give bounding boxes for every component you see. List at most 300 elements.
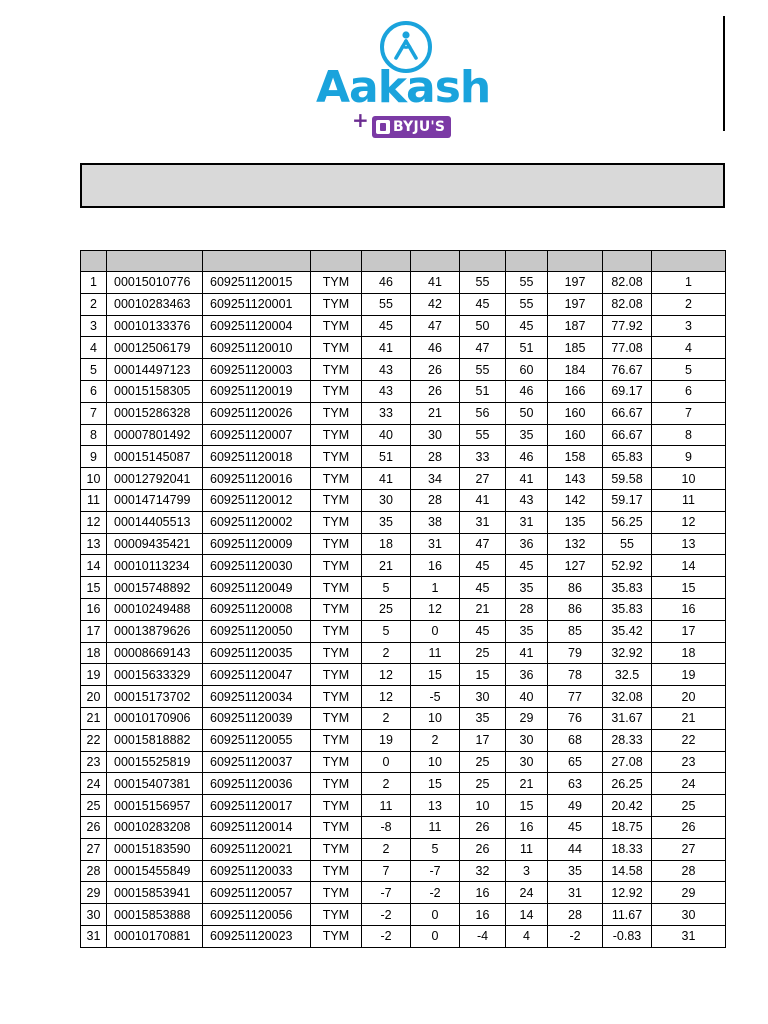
table-cell: 18.33 [603,838,652,860]
table-cell: 00010249488 [107,598,203,620]
table-cell: 0 [411,904,460,926]
table-cell: 609251120015 [203,272,311,294]
table-cell: 86 [548,577,603,599]
table-cell: 15 [81,577,107,599]
table-cell: 30 [506,751,548,773]
table-cell: TYM [311,359,362,381]
table-cell: 20 [652,686,726,708]
table-cell: 609251120018 [203,446,311,468]
table-cell: 7 [81,402,107,424]
table-cell: 35 [506,577,548,599]
table-row [81,293,726,315]
table-cell: 63 [548,773,603,795]
column-header [203,251,311,272]
table-cell: 2 [81,293,107,315]
table-cell: 609251120009 [203,533,311,555]
table-cell: 45 [506,315,548,337]
table-cell: 23 [81,751,107,773]
table-cell: 32 [460,860,506,882]
table-cell: 56.25 [603,511,652,533]
table-cell: 41 [362,337,411,359]
table-cell: 41 [362,468,411,490]
table-cell: 29 [652,882,726,904]
table-cell: 00008669143 [107,642,203,664]
table-cell: 609251120026 [203,402,311,424]
table-row [81,511,726,533]
table-cell: 82.08 [603,272,652,294]
table-cell: 609251120047 [203,664,311,686]
table-cell: 31 [460,511,506,533]
table-cell: 4 [506,925,548,947]
table-cell: TYM [311,272,362,294]
table-cell: 31 [411,533,460,555]
table-cell: 30 [362,489,411,511]
table-cell: 16 [411,555,460,577]
logo-brand-name: Aakash [316,62,491,113]
table-cell: 31 [652,925,726,947]
table-cell: TYM [311,598,362,620]
table-cell: 43 [362,380,411,402]
table-cell: 27.08 [603,751,652,773]
table-cell: 46 [506,380,548,402]
table-cell: -2 [411,882,460,904]
table-cell: 609251120023 [203,925,311,947]
table-cell: 00014497123 [107,359,203,381]
table-cell: 77 [548,686,603,708]
table-cell: 35.83 [603,598,652,620]
table-cell: 00013879626 [107,620,203,642]
table-row [81,773,726,795]
table-cell: 609251120037 [203,751,311,773]
table-cell: 26.25 [603,773,652,795]
table-cell: 30 [411,424,460,446]
table-cell: 24 [506,882,548,904]
table-cell: TYM [311,380,362,402]
table-cell: 166 [548,380,603,402]
table-cell: TYM [311,686,362,708]
table-cell: 2 [362,642,411,664]
table-cell: 197 [548,293,603,315]
table-row [81,402,726,424]
table-cell: 30 [506,729,548,751]
table-cell: 40 [362,424,411,446]
table-cell: 9 [652,446,726,468]
table-cell: 609251120010 [203,337,311,359]
table-cell: 609251120014 [203,816,311,838]
table-cell: 15 [411,773,460,795]
table-cell: TYM [311,337,362,359]
table-cell: 5 [652,359,726,381]
table-cell: 46 [362,272,411,294]
table-cell: 00015145087 [107,446,203,468]
table-cell: 18 [81,642,107,664]
table-cell: 14.58 [603,860,652,882]
table-cell: 185 [548,337,603,359]
table-cell: 609251120002 [203,511,311,533]
table-cell: 12 [652,511,726,533]
table-row [81,686,726,708]
table-cell: 66.67 [603,402,652,424]
table-cell: 42 [411,293,460,315]
table-cell: 27 [652,838,726,860]
table-cell: 55 [460,272,506,294]
title-box [80,163,725,208]
table-cell: 00015818882 [107,729,203,751]
table-row [81,664,726,686]
table-cell: 21 [652,707,726,729]
table-cell: -7 [362,882,411,904]
table-cell: 20 [81,686,107,708]
table-cell: 609251120057 [203,882,311,904]
table-cell: 609251120017 [203,795,311,817]
table-row [81,598,726,620]
table-cell: 18 [362,533,411,555]
table-cell: 52.92 [603,555,652,577]
byjus-label: BYJU'S [393,119,446,135]
table-cell: 77.92 [603,315,652,337]
table-cell: 16 [81,598,107,620]
table-cell: -2 [362,904,411,926]
column-header [311,251,362,272]
table-cell: 1 [652,272,726,294]
table-cell: 25 [460,642,506,664]
table-cell: 609251120001 [203,293,311,315]
table-cell: 187 [548,315,603,337]
table-row [81,860,726,882]
table-cell: 3 [506,860,548,882]
column-header [81,251,107,272]
table-cell: -5 [411,686,460,708]
table-cell: 00010170881 [107,925,203,947]
table-header-row [81,251,726,272]
table-cell: 35 [506,620,548,642]
column-header [603,251,652,272]
table-cell: 15 [652,577,726,599]
table-cell: 26 [652,816,726,838]
table-cell: 00010283463 [107,293,203,315]
table-cell: 4 [652,337,726,359]
table-cell: 11 [411,642,460,664]
table-cell: TYM [311,664,362,686]
table-row [81,555,726,577]
table-cell: 609251120039 [203,707,311,729]
table-cell: 00015633329 [107,664,203,686]
table-cell: 00015853888 [107,904,203,926]
table-cell: TYM [311,402,362,424]
table-cell: 51 [506,337,548,359]
table-cell: 00015010776 [107,272,203,294]
table-row [81,337,726,359]
table-cell: 46 [506,446,548,468]
table-cell: 77.08 [603,337,652,359]
table-cell: 50 [506,402,548,424]
table-row [81,642,726,664]
table-cell: 19 [81,664,107,686]
table-cell: 29 [81,882,107,904]
table-cell: 66.67 [603,424,652,446]
table-cell: 11 [411,816,460,838]
table-cell: 55 [506,293,548,315]
table-cell: 6 [652,380,726,402]
table-cell: 21 [460,598,506,620]
table-row [81,816,726,838]
table-cell: TYM [311,533,362,555]
table-cell: 21 [362,555,411,577]
table-row [81,795,726,817]
table-cell: TYM [311,642,362,664]
table-cell: 51 [460,380,506,402]
table-cell: 25 [460,751,506,773]
table-cell: 11.67 [603,904,652,926]
table-cell: 00009435421 [107,533,203,555]
table-cell: TYM [311,424,362,446]
table-cell: 13 [411,795,460,817]
table-cell: 76 [548,707,603,729]
logo-plus-sign: + [352,108,369,132]
table-cell: 00012792041 [107,468,203,490]
table-row [81,424,726,446]
table-cell: 26 [81,816,107,838]
table-cell: 45 [460,620,506,642]
table-cell: 5 [81,359,107,381]
table-cell: 68 [548,729,603,751]
table-cell: 143 [548,468,603,490]
table-cell: 160 [548,424,603,446]
table-cell: 8 [652,424,726,446]
table-row [81,729,726,751]
table-cell: 45 [548,816,603,838]
table-cell: 26 [460,816,506,838]
table-cell: 0 [362,751,411,773]
table-cell: 26 [460,838,506,860]
table-cell: 27 [460,468,506,490]
table-cell: 47 [460,533,506,555]
table-cell: 24 [81,773,107,795]
table-cell: 2 [362,838,411,860]
table-cell: 43 [506,489,548,511]
column-header [460,251,506,272]
column-header [652,251,726,272]
table-cell: 86 [548,598,603,620]
table-cell: TYM [311,468,362,490]
table-cell: 160 [548,402,603,424]
table-cell: 609251120004 [203,315,311,337]
table-cell: 26 [411,359,460,381]
table-cell: 45 [460,577,506,599]
table-cell: 609251120033 [203,860,311,882]
table-cell: 11 [652,489,726,511]
table-cell: 10 [652,468,726,490]
column-header [107,251,203,272]
table-cell: 609251120050 [203,620,311,642]
table-cell: 14 [506,904,548,926]
table-cell: 609251120049 [203,577,311,599]
table-cell: 609251120016 [203,468,311,490]
table-cell: TYM [311,707,362,729]
table-cell: 65.83 [603,446,652,468]
table-cell: -4 [460,925,506,947]
table-cell: 10 [81,468,107,490]
table-cell: TYM [311,904,362,926]
table-cell: 27 [81,838,107,860]
table-cell: 26 [411,380,460,402]
table-cell: 00015158305 [107,380,203,402]
table-cell: 12 [411,598,460,620]
table-row [81,925,726,947]
table-row [81,707,726,729]
table-cell: 44 [548,838,603,860]
table-cell: TYM [311,860,362,882]
column-header [362,251,411,272]
table-cell: 35 [460,707,506,729]
table-cell: 76.67 [603,359,652,381]
table-row [81,359,726,381]
table-cell: 609251120035 [203,642,311,664]
table-cell: 127 [548,555,603,577]
table-cell: 00014405513 [107,511,203,533]
table-cell: 00010170906 [107,707,203,729]
table-cell: 6 [81,380,107,402]
table-cell: 50 [460,315,506,337]
vertical-divider-line [723,16,725,131]
table-cell: 25 [460,773,506,795]
table-cell: 4 [81,337,107,359]
table-cell: 69.17 [603,380,652,402]
table-cell: TYM [311,925,362,947]
table-cell: 10 [460,795,506,817]
table-cell: 00015407381 [107,773,203,795]
table-cell: TYM [311,577,362,599]
table-row [81,838,726,860]
table-cell: 2 [411,729,460,751]
table-cell: 14 [81,555,107,577]
table-cell: TYM [311,729,362,751]
table-cell: 609251120003 [203,359,311,381]
table-row [81,904,726,926]
table-cell: 79 [548,642,603,664]
table-cell: 00010283208 [107,816,203,838]
table-cell: 609251120056 [203,904,311,926]
table-cell: 14 [652,555,726,577]
table-cell: 12 [362,664,411,686]
table-cell: 00015455849 [107,860,203,882]
table-cell: 55 [506,272,548,294]
table-cell: 9 [81,446,107,468]
table-row [81,882,726,904]
table-row [81,380,726,402]
table-cell: 135 [548,511,603,533]
table-cell: 82.08 [603,293,652,315]
table-cell: 3 [81,315,107,337]
table-cell: 35.83 [603,577,652,599]
table-cell: 28 [506,598,548,620]
table-row [81,751,726,773]
table-cell: 609251120021 [203,838,311,860]
table-cell: 00015748892 [107,577,203,599]
table-cell: 11 [81,489,107,511]
table-cell: TYM [311,446,362,468]
table-cell: 16 [652,598,726,620]
table-cell: 51 [362,446,411,468]
table-cell: 00015853941 [107,882,203,904]
table-cell: 609251120012 [203,489,311,511]
table-cell: 21 [506,773,548,795]
table-cell: 36 [506,533,548,555]
table-cell: 2 [652,293,726,315]
table-cell: 22 [652,729,726,751]
table-cell: 55 [362,293,411,315]
table-cell: 12 [81,511,107,533]
table-cell: 00015183590 [107,838,203,860]
table-cell: 184 [548,359,603,381]
table-cell: 28 [81,860,107,882]
table-cell: 35 [362,511,411,533]
table-cell: 16 [460,904,506,926]
table-cell: -2 [548,925,603,947]
table-cell: 158 [548,446,603,468]
table-cell: 32.08 [603,686,652,708]
table-cell: 16 [460,882,506,904]
table-cell: 21 [81,707,107,729]
table-cell: 38 [411,511,460,533]
table-cell: 55 [460,424,506,446]
table-cell: 35.42 [603,620,652,642]
table-cell: 32.5 [603,664,652,686]
table-cell: TYM [311,795,362,817]
table-cell: 55 [460,359,506,381]
table-cell: 13 [81,533,107,555]
table-cell: 40 [506,686,548,708]
column-header [411,251,460,272]
table-cell: TYM [311,773,362,795]
table-cell: TYM [311,555,362,577]
table-cell: 7 [362,860,411,882]
table-cell: 00015286328 [107,402,203,424]
aakash-byjus-logo [314,20,500,140]
table-cell: 11 [362,795,411,817]
table-cell: 41 [460,489,506,511]
table-cell: 00007801492 [107,424,203,446]
table-cell: 59.17 [603,489,652,511]
table-cell: 65 [548,751,603,773]
table-cell: 13 [652,533,726,555]
table-cell: -7 [411,860,460,882]
table-cell: 45 [362,315,411,337]
table-cell: 28 [411,489,460,511]
table-cell: 35 [548,860,603,882]
table-cell: 43 [362,359,411,381]
table-cell: 25 [81,795,107,817]
table-cell: 31 [548,882,603,904]
table-cell: 00012506179 [107,337,203,359]
table-cell: 18 [652,642,726,664]
table-cell: 34 [411,468,460,490]
table-cell: 19 [652,664,726,686]
table-cell: 00010133376 [107,315,203,337]
table-cell: TYM [311,882,362,904]
table-cell: 609251120008 [203,598,311,620]
table-cell: 15 [460,664,506,686]
table-cell: 16 [506,816,548,838]
table-cell: 00015173702 [107,686,203,708]
table-cell: TYM [311,751,362,773]
table-cell: 46 [411,337,460,359]
table-cell: 11 [506,838,548,860]
table-cell: 0 [411,925,460,947]
table-cell: 31 [81,925,107,947]
table-cell: 3 [652,315,726,337]
table-cell: 35 [506,424,548,446]
